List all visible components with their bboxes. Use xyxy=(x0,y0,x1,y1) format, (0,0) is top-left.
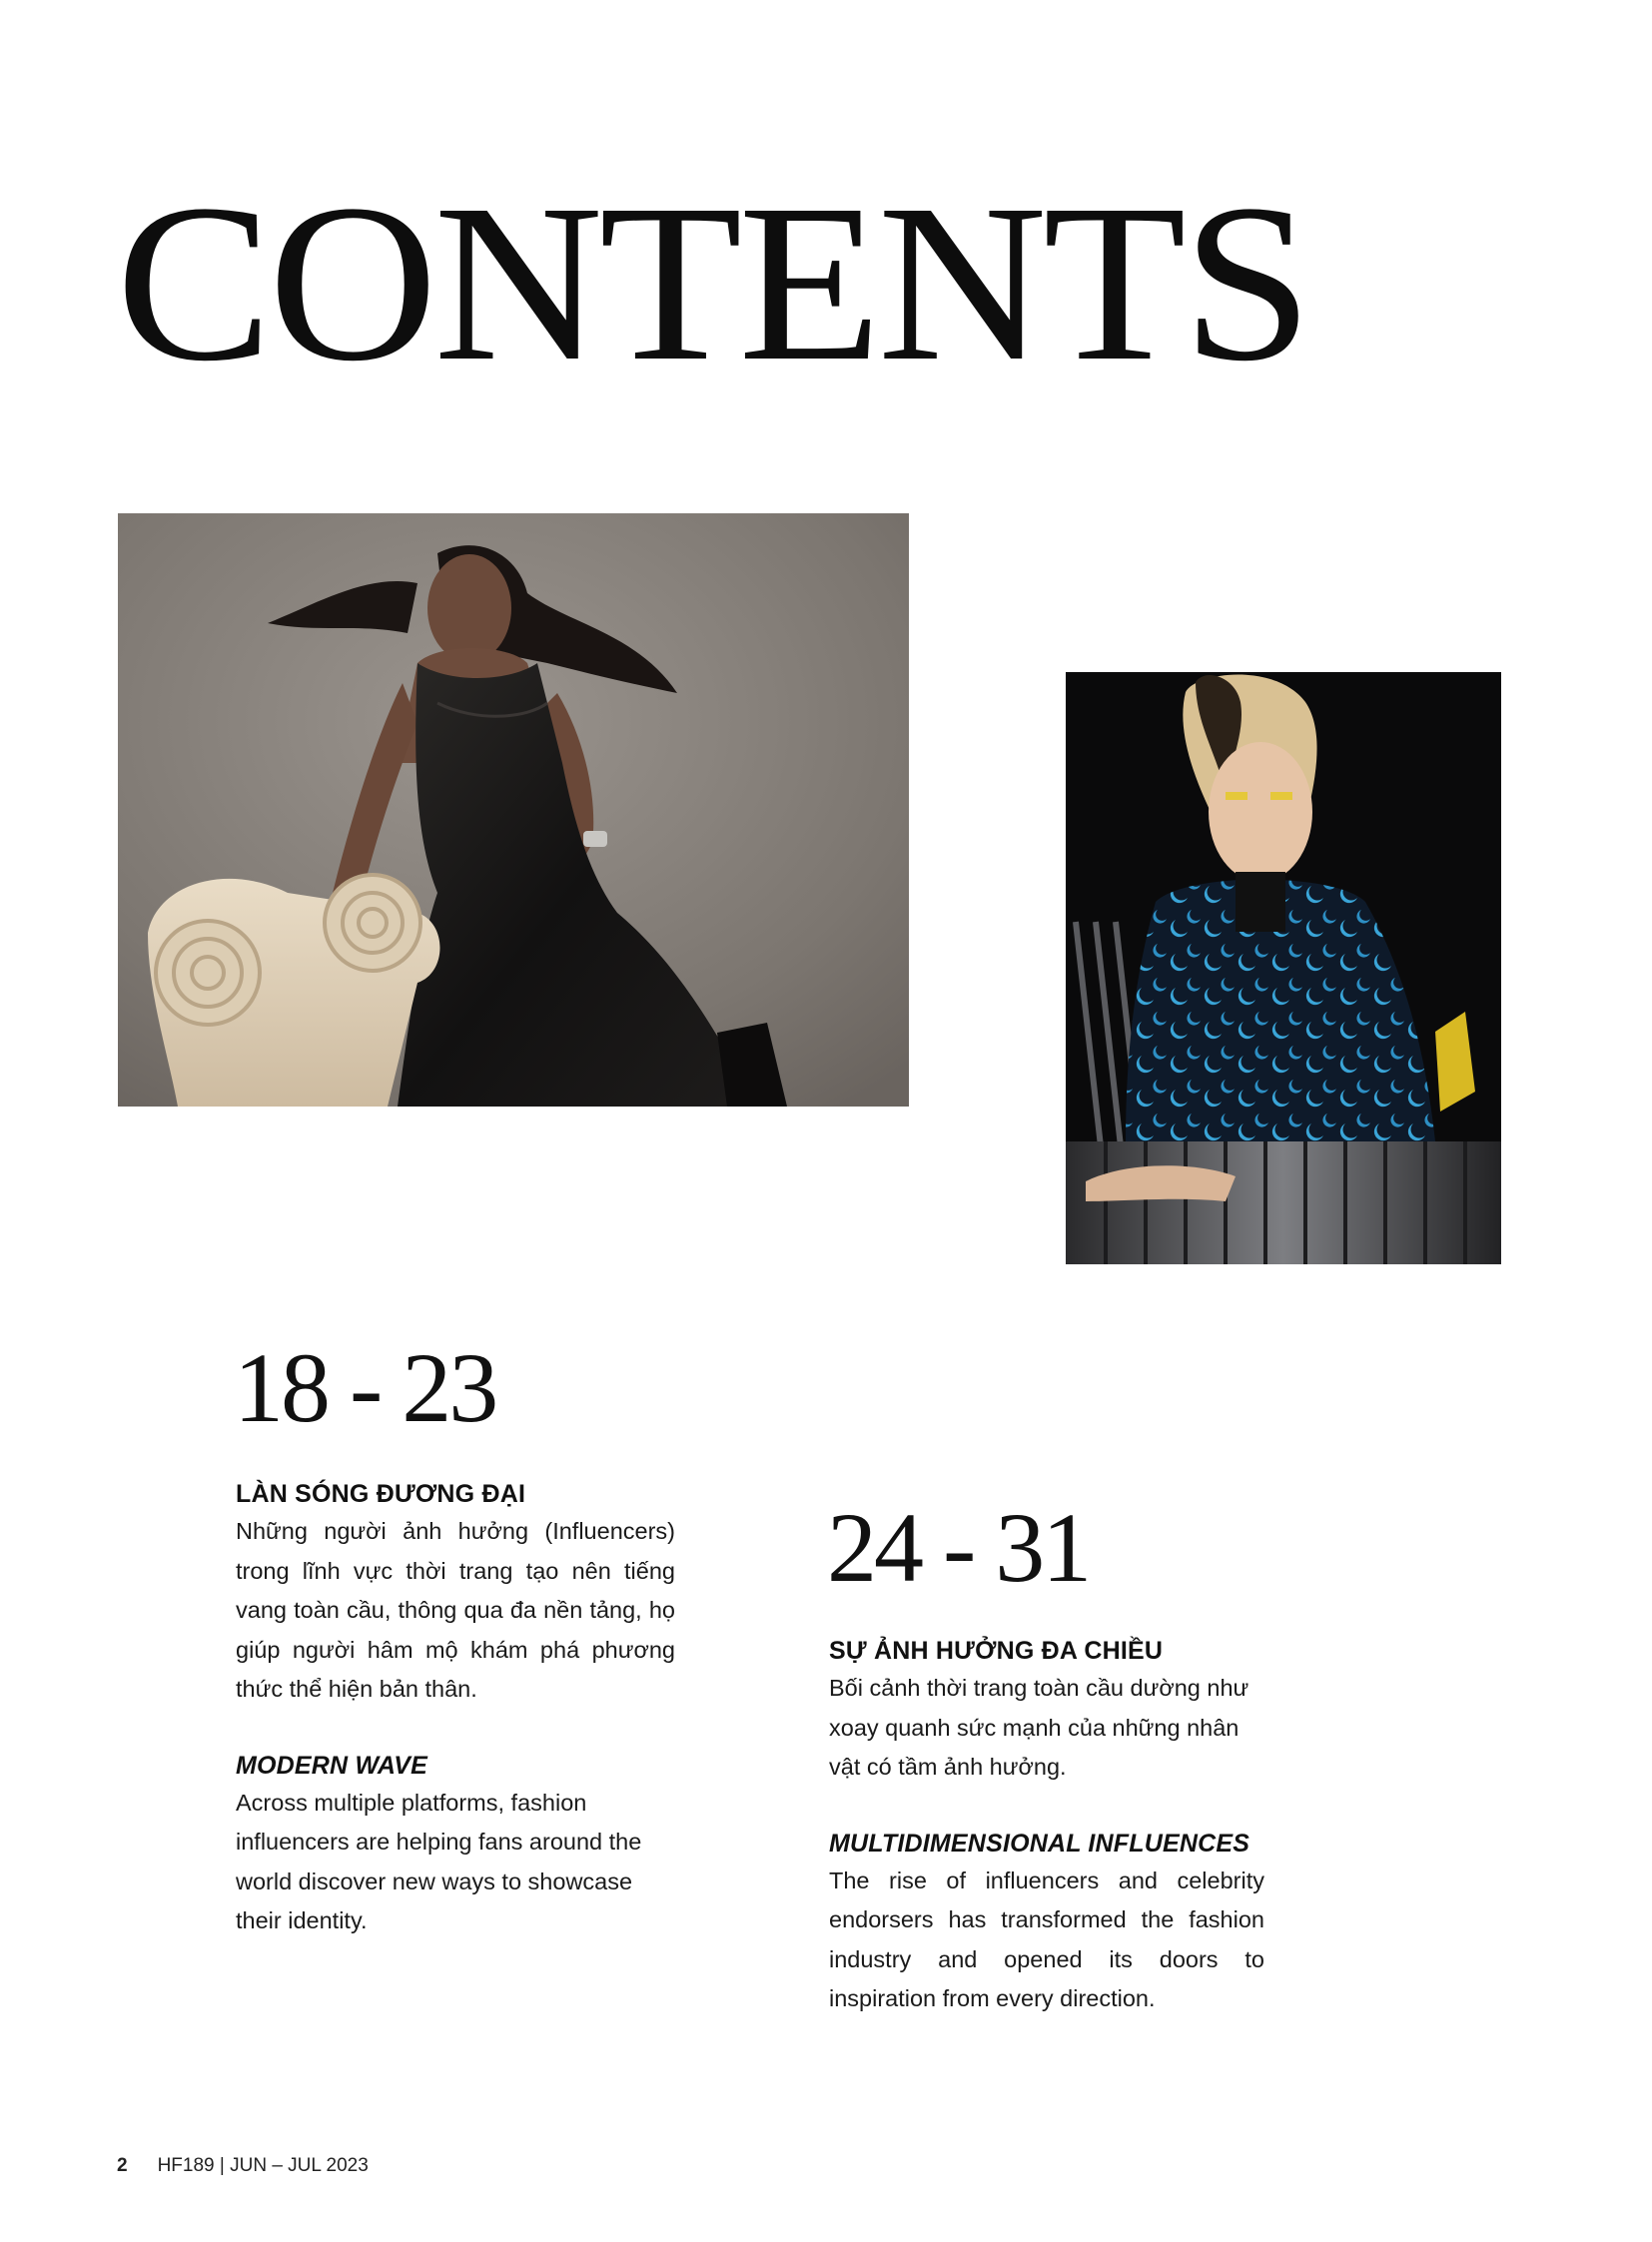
section-1-heading-en: MODERN WAVE xyxy=(236,1751,428,1780)
section-2 xyxy=(829,1633,1264,2019)
issue-label: HF189 | JUN – JUL 2023 xyxy=(157,2155,369,2176)
page-title: CONTENTS xyxy=(116,158,1309,407)
section-2-body-vi: Bối cảnh thời trang toàn cầu dường như xoay quanh sức mạnh của những nhân vật có tầm ảnh hưởng. xyxy=(829,1675,1249,1780)
section-2-heading-vi: SỰ ẢNH HƯỞNG ĐA CHIỀU xyxy=(829,1637,1164,1665)
model-seated-on-ionic-column-photo xyxy=(118,513,909,1107)
section-1-heading-vi: LÀN SÓNG ĐƯƠNG ĐẠI xyxy=(236,1480,526,1508)
section-2-heading-en: MULTIDIMENSIONAL INFLUENCES xyxy=(829,1829,1250,1858)
section-1-body-vi: Những người ảnh hưởng (Influencers) trong lĩnh vực thời trang tạo nên tiếng vang toàn cầu, thông qua đa nền tảng, họ giúp người hâm mộ khám phá phương thức thể hiện bản thân. xyxy=(236,1518,675,1702)
section-2-page-range: 24 - 31 xyxy=(827,1492,1090,1603)
section-1-page-range: 18 - 23 xyxy=(234,1332,496,1443)
page-footer xyxy=(117,2155,369,2177)
section-1-body-en: Across multiple platforms, fashion influencers are helping fans around the world discover new ways to showcase their identity. xyxy=(236,1789,642,1933)
section-2-body-en: The rise of influencers and celebrity endorsers has transformed the fashion industry and opened its doors to inspiration from every direction. xyxy=(829,1867,1264,2011)
page-number: 2 xyxy=(117,2155,128,2176)
section-1 xyxy=(236,1476,675,1941)
model-in-crescent-print-top-photo xyxy=(1066,672,1501,1264)
